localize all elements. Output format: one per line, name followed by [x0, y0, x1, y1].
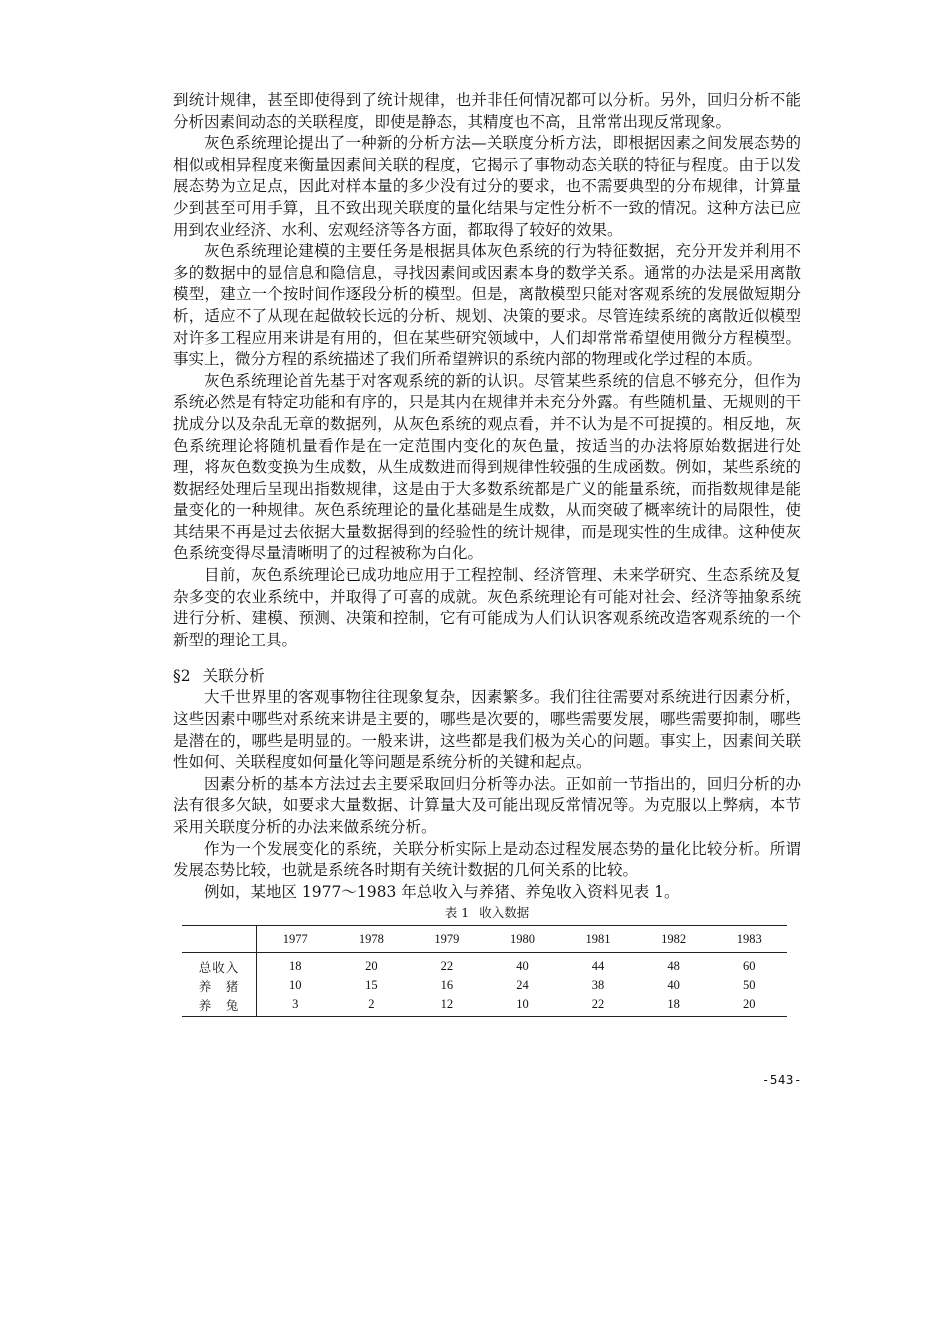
income-table [182, 925, 787, 1017]
table-cell: 40 [516, 959, 529, 974]
table-cell: 22 [440, 959, 454, 974]
section-heading [173, 665, 801, 687]
table-header-row [182, 926, 787, 953]
table-cell: 40 [667, 978, 680, 993]
paragraph-grey-system-cognition: 灰色系统理论首先基于对客观系统的新的认识。尽管某些系统的信息不够充分，但作为系统必然是有特定功能和有序的，只是其内在规律并未充分外露。有些随机量、无规则的干扰成分以及杂乱无章的数据列，从灰色系统的观点看，并不认为是不可捉摸的。相反地，灰色系统理论将随机量看作是在一定范围内变化的灰色量，按适当的办法将原始数据进行处理，将灰色数变换为生成数，从生成数进而得到规律性较强的生成函数。例如，某些系统的数据经处理后呈现出指数规律，这是由于大多数系统都是广义的能量系统，而指数规律是能量变化的一种规律。灰色系统理论的量化基础是生成数，从而突破了概率统计的局限性，使其结果不再是过去依据大量数据得到的经验性的统计规律，而是现实性的生成律。这种使灰色系统变得尽量清晰明了的过程被称为白化。 [173, 371, 801, 563]
row-label: 养 兔 [182, 995, 257, 1017]
table-cell: 44 [591, 959, 605, 974]
table-corner-cell [182, 926, 257, 953]
paragraph-grey-modeling: 灰色系统理论建模的主要任务是根据具体灰色系统的行为特征数据，充分开发并利用不多的数据中的显信息和隐信息，寻找因素间或因素本身的数学关系。通常的办法是采用离散模型，建立一个按时间作逐段分析的模型。但是，离散模型只能对客观系统的发展做短期分析，适应不了从现在起做较长远的分析、规划、决策的要求。尽管连续系统的离散近似模型对许多工程应用来讲是有用的，但在某些研究领域中，人们却常常希望使用微分方程模型。事实上，微分方程的系统描述了我们所希望辨识的系统内部的物理或化学过程的本质。 [173, 242, 801, 369]
column-header: 1982 [636, 926, 712, 953]
table-cell: 18 [289, 959, 302, 974]
table-cell: 20 [711, 995, 787, 1017]
table-cell: 38 [591, 978, 605, 993]
table-cell: 22 [560, 995, 636, 1017]
column-header: 1980 [485, 926, 561, 953]
paragraph-example: 例如，某地区 1977～1983 年总收入与养猪、养兔收入资料见表 1。 [204, 882, 680, 901]
table-row [182, 976, 787, 995]
column-header: 1978 [334, 926, 410, 953]
document-page [173, 90, 801, 1017]
table-caption-number: 表 1 [444, 905, 470, 921]
table-cell: 48 [667, 959, 680, 974]
paragraph-dynamic-comparison: 作为一个发展变化的系统，关联分析实际上是动态过程发展态势的量化比较分析。所谓发展态势比较，也就是系统各时期有关统计数据的几何关系的比较。 [173, 839, 801, 880]
table-cell: 18 [636, 995, 712, 1017]
column-header: 1977 [257, 926, 334, 953]
page-number: -543- [761, 1072, 802, 1087]
row-label: 养 猪 [182, 976, 257, 995]
table-row [182, 995, 787, 1017]
column-header: 1981 [560, 926, 636, 953]
paragraph-continuation: 到统计规律，甚至即使得到了统计规律，也并非任何情况都可以分析。另外，回归分析不能分析因素间动态的关联程度，即使是静态，其精度也不高，且常常出现反常现象。 [173, 91, 801, 131]
paragraph-factor-analysis-intro: 大千世界里的客观事物往往现象复杂，因素繁多。我们往往需要对系统进行因素分析，这些因素中哪些对系统来讲是主要的，哪些是次要的，哪些需要发展，哪些需要抑制，哪些是潜在的，哪些是明显的。一般来讲，这些都是我们极为关心的问题。事实上，因素间关联性如何、关联程度如何量化等问题是系统分析的关键和起点。 [173, 688, 801, 772]
table-caption [173, 905, 801, 921]
section-number: §2 [173, 667, 191, 686]
column-header: 1979 [409, 926, 485, 953]
table-cell: 10 [289, 978, 302, 993]
table-cell: 15 [365, 978, 378, 993]
table-cell: 16 [440, 978, 454, 993]
table-cell: 2 [334, 995, 410, 1017]
paragraph-factor-analysis-methods: 因素分析的基本方法过去主要采取回归分析等办法。正如前一节指出的，回归分析的办法有很多欠缺，如要求大量数据、计算量大及可能出现反常情况等。为克服以上弊病，本节采用关联度分析的办法来做系统分析。 [173, 774, 801, 836]
table-cell: 10 [485, 995, 561, 1017]
section-title: 关联分析 [202, 667, 265, 686]
paragraph-grey-relational-method: 灰色系统理论提出了一种新的分析方法—关联度分析方法，即根据因素之间发展态势的相似或相异程度来衡量因素间关联的程度，它揭示了事物动态关联的特征与程度。由于以发展态势为立足点，因此对样本量的多少没有过分的要求，也不需要典型的分布规律，计算量少到甚至可用手算，且不致出现关联度的量化结果与定性分析不一致的情况。这种方法已应用到农业经济、水利、宏观经济等各方面，都取得了较好的效果。 [173, 134, 801, 239]
table-cell: 3 [257, 995, 334, 1017]
table-cell: 50 [742, 978, 756, 993]
table-cell: 12 [409, 995, 485, 1017]
row-label: 总收入 [182, 953, 257, 977]
table-row [182, 953, 787, 977]
table-cell: 24 [516, 978, 529, 993]
table-cell: 20 [365, 959, 378, 974]
paragraph-grey-applications: 目前，灰色系统理论已成功地应用于工程控制、经济管理、未来学研究、生态系统及复杂多变的农业系统中，并取得了可喜的成就。灰色系统理论有可能对社会、经济等抽象系统进行分析、建模、预测、决策和控制，它有可能成为人们认识客观系统改造客观系统的一个新型的理论工具。 [173, 566, 801, 649]
table-cell: 60 [742, 959, 756, 974]
column-header: 1983 [711, 926, 787, 953]
table-caption-title: 收入数据 [479, 905, 530, 921]
